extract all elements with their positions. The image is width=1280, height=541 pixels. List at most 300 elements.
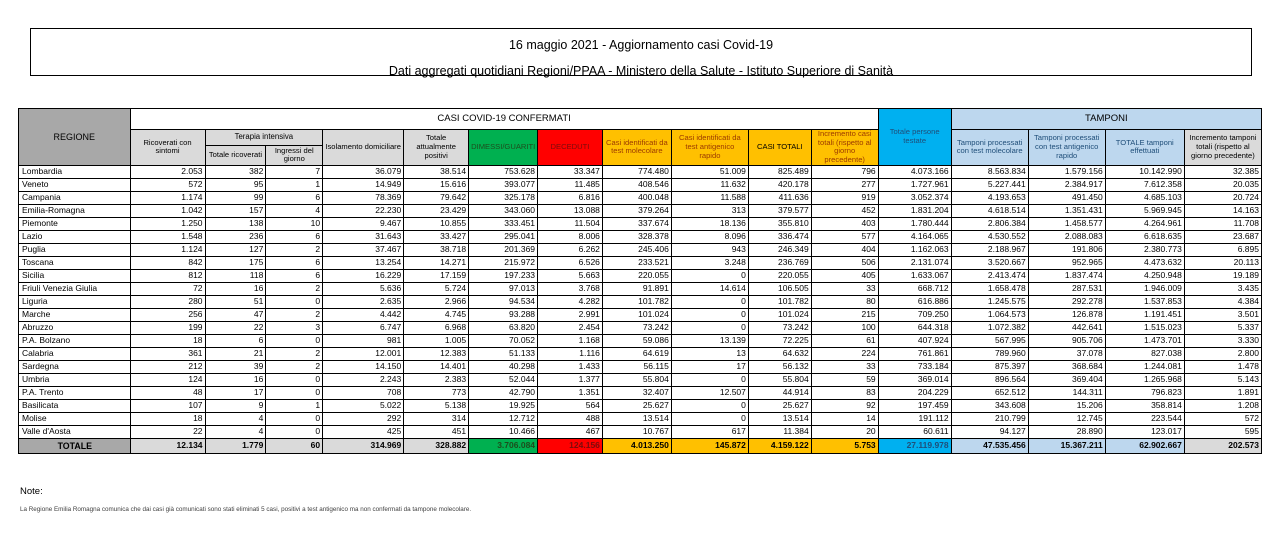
region-name: Sardegna — [19, 360, 131, 373]
cell: 5.227.441 — [951, 178, 1028, 191]
cell: 1.250 — [130, 217, 205, 230]
cell: 38.718 — [404, 243, 469, 256]
cell: 4 — [205, 425, 266, 438]
cell: 368.684 — [1028, 360, 1105, 373]
cell: 12.001 — [323, 347, 404, 360]
cell: 488 — [538, 412, 603, 425]
region-name: Friuli Venezia Giulia — [19, 282, 131, 295]
cell: 2.383 — [404, 373, 469, 386]
cell: 753.628 — [469, 165, 538, 178]
cell: 3 — [266, 321, 323, 334]
cell: 101.024 — [748, 308, 811, 321]
cell: 12.507 — [671, 386, 748, 399]
header-casi-antigenico: Casi identificati da test antigenico rapido — [671, 130, 748, 166]
cell: 343.608 — [951, 399, 1028, 412]
cell: 73.242 — [602, 321, 671, 334]
table-row — [19, 191, 1262, 204]
cell: 652.512 — [951, 386, 1028, 399]
header-band-tamponi: TAMPONI — [951, 109, 1261, 130]
cell: 1.478 — [1184, 360, 1261, 373]
cell: 2.131.074 — [878, 256, 951, 269]
cell: 14.163 — [1184, 204, 1261, 217]
cell: 407.924 — [878, 334, 951, 347]
cell: 51.009 — [671, 165, 748, 178]
header-dimessi-guariti: DIMESSI/GUARITI — [469, 130, 538, 166]
cell: 101.782 — [602, 295, 671, 308]
cell: 95 — [205, 178, 266, 191]
cell: 1.245.575 — [951, 295, 1028, 308]
cell: 33 — [811, 282, 878, 295]
cell: 157 — [205, 204, 266, 217]
region-name: Marche — [19, 308, 131, 321]
cell: 369.404 — [1028, 373, 1105, 386]
header-deceduti: DECEDUTI — [538, 130, 603, 166]
cell: 60.611 — [878, 425, 951, 438]
cell: 22 — [205, 321, 266, 334]
cell: 2 — [266, 282, 323, 295]
cell: 567.995 — [951, 334, 1028, 347]
cell: 11.384 — [748, 425, 811, 438]
cell: 28.890 — [1028, 425, 1105, 438]
cell: 905.706 — [1028, 334, 1105, 347]
cell: 78.369 — [323, 191, 404, 204]
cell: 2.243 — [323, 373, 404, 386]
cell: 256 — [130, 308, 205, 321]
cell: 4.264.961 — [1105, 217, 1184, 230]
cell: 246.349 — [748, 243, 811, 256]
cell: 5.138 — [404, 399, 469, 412]
cell: 144.311 — [1028, 386, 1105, 399]
cell: 5.663 — [538, 269, 603, 282]
table-row — [19, 230, 1262, 243]
cell: 3.768 — [538, 282, 603, 295]
cell: 14.150 — [323, 360, 404, 373]
cell: 8.096 — [671, 230, 748, 243]
cell: 2.413.474 — [951, 269, 1028, 282]
cell: 100 — [811, 321, 878, 334]
total-label: TOTALE — [19, 438, 131, 453]
cell: 796 — [811, 165, 878, 178]
region-name: Veneto — [19, 178, 131, 191]
cell: 6.816 — [538, 191, 603, 204]
cell: 15.206 — [1028, 399, 1105, 412]
cell: 11.485 — [538, 178, 603, 191]
header-persone-testate: Totale persone testate — [878, 109, 951, 166]
header-totale-ricoverati: Totale ricoverati — [205, 146, 266, 166]
cell: 33.347 — [538, 165, 603, 178]
cell: 6 — [266, 256, 323, 269]
cell: 22 — [130, 425, 205, 438]
cell: 1.064.573 — [951, 308, 1028, 321]
cell: 617 — [671, 425, 748, 438]
title-box — [30, 28, 1252, 76]
cell: 981 — [323, 334, 404, 347]
cell: 3.501 — [1184, 308, 1261, 321]
cell: 20.035 — [1184, 178, 1261, 191]
cell: 7 — [266, 165, 323, 178]
table-row — [19, 425, 1262, 438]
total-cell: 202.573 — [1184, 438, 1261, 453]
notes-heading: Note: — [20, 486, 43, 497]
cell: 709.250 — [878, 308, 951, 321]
cell: 25.627 — [602, 399, 671, 412]
cell: 343.060 — [469, 204, 538, 217]
cell: 2.384.917 — [1028, 178, 1105, 191]
table-row — [19, 321, 1262, 334]
cell: 212 — [130, 360, 205, 373]
cell: 0 — [266, 386, 323, 399]
cell: 6.968 — [404, 321, 469, 334]
cell: 13.254 — [323, 256, 404, 269]
cell: 1.579.156 — [1028, 165, 1105, 178]
cell: 4 — [266, 204, 323, 217]
cell: 13.514 — [748, 412, 811, 425]
cell: 292 — [323, 412, 404, 425]
region-name: Sicilia — [19, 269, 131, 282]
cell: 204.229 — [878, 386, 951, 399]
cell: 61 — [811, 334, 878, 347]
cell: 506 — [811, 256, 878, 269]
cell: 1.174 — [130, 191, 205, 204]
region-name: Valle d'Aosta — [19, 425, 131, 438]
cell: 59 — [811, 373, 878, 386]
cell: 15.616 — [404, 178, 469, 191]
cell: 1.351.431 — [1028, 204, 1105, 217]
cell: 6.618.635 — [1105, 230, 1184, 243]
cell: 123.017 — [1105, 425, 1184, 438]
cell: 952.965 — [1028, 256, 1105, 269]
cell: 2.188.967 — [951, 243, 1028, 256]
cell: 2 — [266, 360, 323, 373]
cell: 491.450 — [1028, 191, 1105, 204]
notes-section — [20, 486, 1260, 513]
cell: 4.473.632 — [1105, 256, 1184, 269]
cell: 2.806.384 — [951, 217, 1028, 230]
cell: 55.804 — [602, 373, 671, 386]
cell: 17.159 — [404, 269, 469, 282]
cell: 280 — [130, 295, 205, 308]
cell: 379.577 — [748, 204, 811, 217]
total-cell: 3.706.084 — [469, 438, 538, 453]
cell: 10.466 — [469, 425, 538, 438]
cell: 2.053 — [130, 165, 205, 178]
cell: 425 — [323, 425, 404, 438]
cell: 33.427 — [404, 230, 469, 243]
cell: 13.139 — [671, 334, 748, 347]
cell: 1.005 — [404, 334, 469, 347]
total-cell: 124.156 — [538, 438, 603, 453]
region-name: Piemonte — [19, 217, 131, 230]
cell: 393.077 — [469, 178, 538, 191]
cell: 25.627 — [748, 399, 811, 412]
cell: 23.429 — [404, 204, 469, 217]
cell: 23.687 — [1184, 230, 1261, 243]
cell: 6 — [266, 191, 323, 204]
cell: 91.891 — [602, 282, 671, 295]
cell: 2.454 — [538, 321, 603, 334]
cell: 199 — [130, 321, 205, 334]
table-row — [19, 386, 1262, 399]
table-row — [19, 282, 1262, 295]
total-cell: 27.119.978 — [878, 438, 951, 453]
header-casi-molecolare: Casi identificati da test molecolare — [602, 130, 671, 166]
cell: 2 — [266, 347, 323, 360]
cell: 55.804 — [748, 373, 811, 386]
table-row — [19, 204, 1262, 217]
cell: 355.810 — [748, 217, 811, 230]
cell: 358.814 — [1105, 399, 1184, 412]
cell: 0 — [671, 308, 748, 321]
total-cell: 314.969 — [323, 438, 404, 453]
cell: 52.044 — [469, 373, 538, 386]
cell: 11.504 — [538, 217, 603, 230]
cell: 919 — [811, 191, 878, 204]
cell: 220.055 — [602, 269, 671, 282]
cell: 796.823 — [1105, 386, 1184, 399]
total-cell: 62.902.667 — [1105, 438, 1184, 453]
cell: 277 — [811, 178, 878, 191]
cell: 9 — [205, 399, 266, 412]
cell: 6.747 — [323, 321, 404, 334]
cell: 20 — [811, 425, 878, 438]
cell: 403 — [811, 217, 878, 230]
cell: 51 — [205, 295, 266, 308]
cell: 3.052.374 — [878, 191, 951, 204]
cell: 1.727.961 — [878, 178, 951, 191]
region-name: Calabria — [19, 347, 131, 360]
cell: 4.250.948 — [1105, 269, 1184, 282]
cell: 5.337 — [1184, 321, 1261, 334]
cell: 2 — [266, 243, 323, 256]
cell: 336.474 — [748, 230, 811, 243]
cell: 1.116 — [538, 347, 603, 360]
cell: 42.790 — [469, 386, 538, 399]
cell: 405 — [811, 269, 878, 282]
cell: 2.966 — [404, 295, 469, 308]
table-row — [19, 295, 1262, 308]
cell: 943 — [671, 243, 748, 256]
cell: 37.467 — [323, 243, 404, 256]
cell: 2.800 — [1184, 347, 1261, 360]
cell: 595 — [1184, 425, 1261, 438]
cell: 0 — [671, 373, 748, 386]
cell: 12.745 — [1028, 412, 1105, 425]
cell: 220.055 — [748, 269, 811, 282]
cell: 2.635 — [323, 295, 404, 308]
cell: 1.548 — [130, 230, 205, 243]
cell: 761.861 — [878, 347, 951, 360]
cell: 40.298 — [469, 360, 538, 373]
cell: 1.042 — [130, 204, 205, 217]
cell: 10.767 — [602, 425, 671, 438]
region-name: Abruzzo — [19, 321, 131, 334]
cell: 896.564 — [951, 373, 1028, 386]
region-name: Basilicata — [19, 399, 131, 412]
cell: 236 — [205, 230, 266, 243]
cell: 564 — [538, 399, 603, 412]
table-row — [19, 243, 1262, 256]
cell: 59.086 — [602, 334, 671, 347]
total-cell: 60 — [266, 438, 323, 453]
cell: 38.514 — [404, 165, 469, 178]
cell: 0 — [266, 412, 323, 425]
cell: 400.048 — [602, 191, 671, 204]
cell: 2 — [266, 308, 323, 321]
cell: 1.473.701 — [1105, 334, 1184, 347]
cell: 1.633.067 — [878, 269, 951, 282]
cell: 14.614 — [671, 282, 748, 295]
cell: 452 — [811, 204, 878, 217]
cell: 1 — [266, 399, 323, 412]
cell: 451 — [404, 425, 469, 438]
region-name: Toscana — [19, 256, 131, 269]
cell: 1.265.968 — [1105, 373, 1184, 386]
cell: 124 — [130, 373, 205, 386]
cell: 70.052 — [469, 334, 538, 347]
cell: 369.014 — [878, 373, 951, 386]
cell: 5.969.945 — [1105, 204, 1184, 217]
cell: 1.831.204 — [878, 204, 951, 217]
table-row — [19, 217, 1262, 230]
cell: 4.530.552 — [951, 230, 1028, 243]
cell: 328.378 — [602, 230, 671, 243]
cell: 83 — [811, 386, 878, 399]
cell: 6.526 — [538, 256, 603, 269]
header-ricoverati: Ricoverati con sintomi — [130, 130, 205, 166]
cell: 4.193.653 — [951, 191, 1028, 204]
cell: 97.013 — [469, 282, 538, 295]
cell: 92 — [811, 399, 878, 412]
cell: 13 — [671, 347, 748, 360]
cell: 12.712 — [469, 412, 538, 425]
cell: 0 — [266, 295, 323, 308]
covid-data-table — [18, 108, 1262, 454]
cell: 14.401 — [404, 360, 469, 373]
cell: 215 — [811, 308, 878, 321]
cell: 39 — [205, 360, 266, 373]
cell: 13.088 — [538, 204, 603, 217]
cell: 467 — [538, 425, 603, 438]
cell: 1.891 — [1184, 386, 1261, 399]
cell: 32.385 — [1184, 165, 1261, 178]
cell: 4.384 — [1184, 295, 1261, 308]
cell: 1.837.474 — [1028, 269, 1105, 282]
cell: 3.248 — [671, 256, 748, 269]
cell: 31.643 — [323, 230, 404, 243]
cell: 337.674 — [602, 217, 671, 230]
cell: 118 — [205, 269, 266, 282]
region-name: Lazio — [19, 230, 131, 243]
total-cell: 4.013.250 — [602, 438, 671, 453]
cell: 210.799 — [951, 412, 1028, 425]
cell: 94.534 — [469, 295, 538, 308]
cell: 6 — [205, 334, 266, 347]
header-totale-tamponi: TOTALE tamponi effettuati — [1105, 130, 1184, 166]
cell: 1.208 — [1184, 399, 1261, 412]
table-row — [19, 399, 1262, 412]
table-row — [19, 178, 1262, 191]
cell: 314 — [404, 412, 469, 425]
cell: 16.229 — [323, 269, 404, 282]
cell: 21 — [205, 347, 266, 360]
cell: 1.351 — [538, 386, 603, 399]
cell: 36.079 — [323, 165, 404, 178]
header-incremento-casi: Incremento casi totali (rispetto al giorno precedente) — [811, 130, 878, 166]
total-cell: 12.134 — [130, 438, 205, 453]
cell: 56.132 — [748, 360, 811, 373]
cell: 14.949 — [323, 178, 404, 191]
cell: 292.278 — [1028, 295, 1105, 308]
title-line-2: Dati aggregati quotidiani Regioni/PPAA - Ministero della Salute - Istituto Superiore di Sanità — [388, 64, 894, 78]
cell: 4 — [205, 412, 266, 425]
total-cell: 15.367.211 — [1028, 438, 1105, 453]
cell: 37.078 — [1028, 347, 1105, 360]
cell: 106.505 — [748, 282, 811, 295]
header-tamponi-antigenico: Tamponi processati con test antigenico rapido — [1028, 130, 1105, 166]
header-ingressi-giorno: Ingressi del giorno — [266, 146, 323, 166]
table-row — [19, 165, 1262, 178]
cell: 1.124 — [130, 243, 205, 256]
cell: 11.708 — [1184, 217, 1261, 230]
cell: 1.780.444 — [878, 217, 951, 230]
cell: 16 — [205, 282, 266, 295]
cell: 0 — [266, 373, 323, 386]
region-name: Molise — [19, 412, 131, 425]
cell: 18.136 — [671, 217, 748, 230]
region-name: Umbria — [19, 373, 131, 386]
total-cell: 5.753 — [811, 438, 878, 453]
cell: 94.127 — [951, 425, 1028, 438]
cell: 175 — [205, 256, 266, 269]
cell: 1.168 — [538, 334, 603, 347]
cell: 1.433 — [538, 360, 603, 373]
cell: 191.806 — [1028, 243, 1105, 256]
cell: 577 — [811, 230, 878, 243]
cell: 79.642 — [404, 191, 469, 204]
cell: 6 — [266, 230, 323, 243]
cell: 295.041 — [469, 230, 538, 243]
cell: 99 — [205, 191, 266, 204]
cell: 64.619 — [602, 347, 671, 360]
cell: 333.451 — [469, 217, 538, 230]
cell: 408.546 — [602, 178, 671, 191]
cell: 10 — [266, 217, 323, 230]
cell: 80 — [811, 295, 878, 308]
cell: 361 — [130, 347, 205, 360]
cell: 1.244.081 — [1105, 360, 1184, 373]
cell: 0 — [671, 399, 748, 412]
cell: 442.641 — [1028, 321, 1105, 334]
region-name: Puglia — [19, 243, 131, 256]
cell: 72 — [130, 282, 205, 295]
cell: 789.960 — [951, 347, 1028, 360]
header-attualmente-positivi: Totale attualmente positivi — [404, 130, 469, 166]
cell: 22.230 — [323, 204, 404, 217]
cell: 32.407 — [602, 386, 671, 399]
cell: 18 — [130, 334, 205, 347]
cell: 138 — [205, 217, 266, 230]
total-row — [19, 438, 1262, 453]
region-name: Liguria — [19, 295, 131, 308]
cell: 5.636 — [323, 282, 404, 295]
table-row — [19, 308, 1262, 321]
cell: 19.189 — [1184, 269, 1261, 282]
total-cell: 1.779 — [205, 438, 266, 453]
table-row — [19, 412, 1262, 425]
cell: 101.024 — [602, 308, 671, 321]
cell: 1.162.063 — [878, 243, 951, 256]
cell: 325.178 — [469, 191, 538, 204]
